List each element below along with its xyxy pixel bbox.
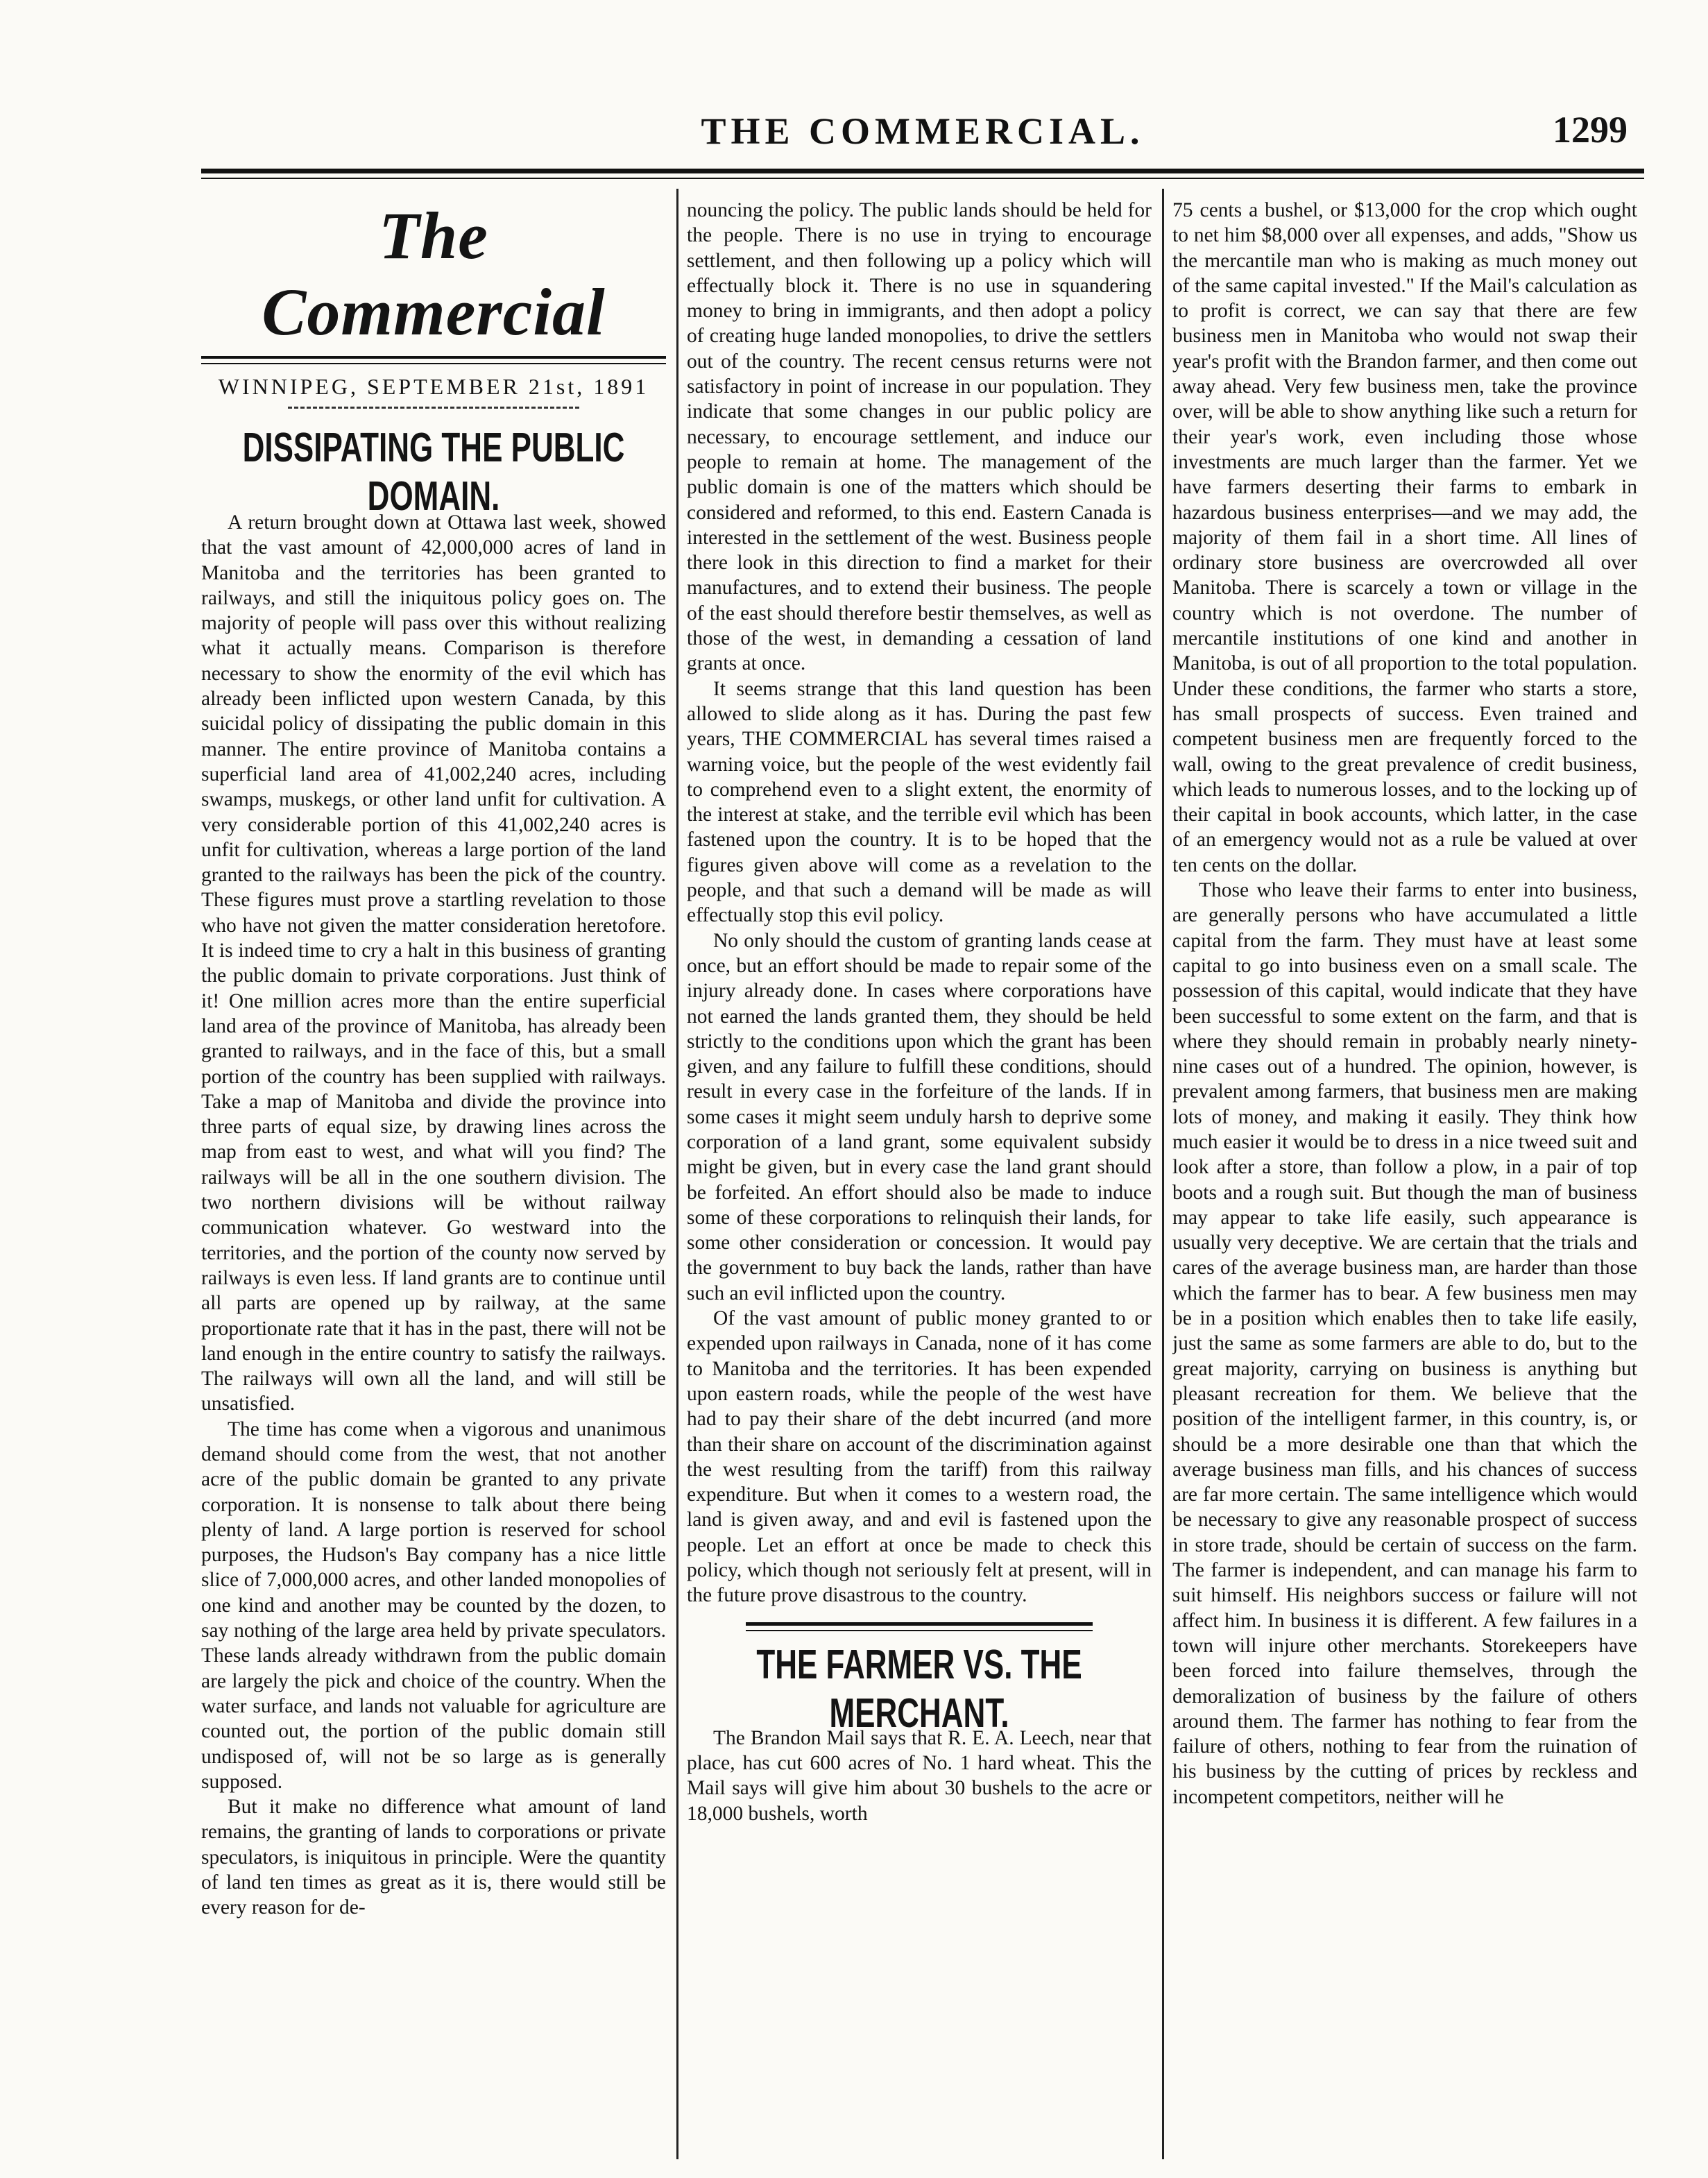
- dateline-rule: [288, 407, 579, 409]
- section-rule-thin: [746, 1630, 1093, 1631]
- masthead-rule: [201, 356, 666, 359]
- article-headline: DISSIPATING THE PUBLIC DOMAIN.: [242, 425, 625, 520]
- article-paragraph: 75 cents a bushel, or $13,000 for the crop which ought to net him $8,000 over all expenses, and adds, "Show us the mercantile man who is making as much money out of the same capital invested." If the Mail's calculation as to profit is correct, we can say that there are few business men in Manitoba who would not swap their year's profit with the Brandon farmer, and then come out away ahead. Very few business men, take the province over, will be able to show anything like such a return for their year's work, even including those whose investments are much larger than the farmer. Yet we have farmers deserting their farms to embark in hazardous business enterprises—and we may add, the majority of them fail in a short time. All lines of ordinary store business are overcrowded all over Manitoba. There is scarcely a town or village in the country which is not overdone. The number of mercantile institutions of one kind and another in Manitoba, is out of all proportion to the total population. Under these conditions, the farmer who starts a store, has small prospects of success. Even trained and competent business men are frequently forced to the wall, owing to the great prevalence of credit business, which leads to numerous losses, and to the locking up of their capital in book accounts, which latter, in the case of an emergency would not as a rule be valued at over ten cents on the dollar.: [1172, 199, 1637, 876]
- article-paragraph: The time has come when a vigorous and unanimous demand should come from the west, that not another acre of the public domain be granted to any private corporation. It is nonsense to talk about there being plenty of land. A large portion is reserved for school purposes, the Hudson's Bay company has a nice little slice of 7,000,000 acres, and other landed monopolies of one kind and another may be counted by the dozen, to say nothing of the large area held by private speculators. These lands already withdrawn from the public domain are largely the pick and choice of the country. When the water surface, and lands not valuable for agriculture are counted out, the portion of the public domain still undisposed of, will not be so large as is generally supposed.: [201, 1418, 666, 1793]
- column-3: [1172, 198, 1637, 2161]
- column-rule: [1162, 189, 1164, 2159]
- article-body: [1172, 198, 1637, 1810]
- running-head-title: THE COMMERCIAL.: [701, 110, 1145, 152]
- column-2: [687, 198, 1152, 2161]
- header-rule-thin: [201, 178, 1644, 179]
- masthead-title: The Commercial: [262, 198, 606, 349]
- article-paragraph: Of the vast amount of public money granted to or expended upon railways in Canada, none of it has come to Manitoba and the territories. It has been expended upon eastern roads, while the people of the west have had to pay their share of the debt incurred (and more than their share on account of the discrimination against the west resulting from the tariff) from this railway expenditure. But when it comes to a western road, the land is given away, and and evil is fastened upon the people. Let an effort at once be made to check this policy, which though not seriously felt at present, will in the future prove disastrous to the country.: [687, 1307, 1152, 1607]
- article-paragraph: But it make no difference what amount of land remains, the granting of lands to corporations or private speculators, is iniquitous in principle. Were the quantity of land ten times as great as it is, there would still be every reason for de-: [201, 1796, 666, 1919]
- article-paragraph: It seems strange that this land question has been allowed to slide along as it has. During the past few years, THE COMMERCIAL has several times raised a warning voice, but the people of the west evidently fail to comprehend even to a slight extent, the enormity of the interest at stake, and the terrible evil which has been fastened upon the country. It is to be hoped that the figures given above will come as a revelation to the people, and that such a demand will be made as will effectually stop this evil policy.: [687, 677, 1152, 927]
- column-1: [201, 198, 666, 2161]
- column-rule: [676, 189, 678, 2159]
- masthead-rule-thin: [201, 363, 666, 364]
- article-headline: THE FARMER VS. THE MERCHANT.: [756, 1641, 1082, 1737]
- article-paragraph: nouncing the policy. The public lands should be held for the people. There is no use in trying to encourage settlement, and then following up a policy which will effectually block it. There is no use in squandering money to bring in immigrants, and then adopt a policy of creating huge landed monopolies, to drive the settlers out of the country. The recent census returns were not satisfactory in point of increase in our population. They indicate that some changes in our public policy are necessary, to encourage settlement, and induce our people to remain at home. The management of the public domain is one of the matters which should be considered and reformed, to this end. Eastern Canada is interested in the settlement of the west. Business people there look in this direction to find a market for their manufactures, and to extend their business. The people of the east should therefore bestir themselves, as well as those of the west, in demanding a cessation of land grants at once.: [687, 199, 1152, 675]
- page-number: 1299: [1553, 109, 1628, 151]
- article-body: [201, 510, 666, 1921]
- section-rule: [746, 1622, 1093, 1626]
- running-head: [201, 104, 1644, 167]
- article-paragraph: No only should the custom of granting lands cease at once, but an effort should be made to repair some of the injury already done. In cases where corporations have not earned the lands granted them, they should be held strictly to the conditions upon which the grant has been given, and any failure to fulfill these conditions, should result in every case in the forfeiture of the lands. If in some cases it might seem unduly harsh to deprive some corporation of a land grant, some equivalent subsidy might be given, but in every case the land grant should be forfeited. An effort should also be made to induce some of these corporations to relinquish their lands, for some other consideration or concession. It would pay the government to buy back the lands, rather than have such an evil inflicted upon the country.: [687, 929, 1152, 1304]
- article-body: [687, 198, 1152, 1608]
- article-paragraph: The Brandon Mail says that R. E. A. Leech, near that place, has cut 600 acres of No. 1 hard wheat. This the Mail says will give him about 30 bushels to the acre or 18,000 bushels, worth: [687, 1726, 1152, 1825]
- header-rule: [201, 169, 1644, 173]
- article-paragraph: Those who leave their farms to enter into business, are generally persons who have accumulated a little capital from the farm. They must have at least some capital to go into business even on a small scale. The possession of this capital, would indicate that they have been successful to some extent on the farm, and that is where they should remain in probably nearly ninety-nine cases out of a hundred. The opinion, however, is prevalent among farmers, that business men are making lots of money, and making it easily. They think how much easier it would be to dress in a nice tweed suit and look after a store, than follow a plow, in a pair of top boots and a rough suit. But though the man of business may appear to take life easily, such appearance is usually very deceptive. We are certain that the trials and cares of the average business man, are harder than those which the farmer has to bear. A few business men may be in a position which enables then to take life easily, just the same as some farmers are able to do, but to the great majority, carrying on business is anything but pleasant recreation for them. We believe that the position of the intelligent farmer, in this country, is, or should be a more desirable one than that which the average business man fills, and his chances of success are far more certain. The same intelligence which would be necessary to give any reasonable prospect of success in store trade, should be certain of success on the farm. The farmer is independent, and can manage his farm to suit himself. His neighbors success or failure will not affect him. In business it is different. A few failures in a town will injure other merchants. Storekeepers have been forced into failure themselves, through the demoralization of business by the failure of others around them. The farmer has nothing to fear from the failure of others, nothing to fear from the ruination of his business by the cutting of prices by reckless and incompetent competitors, neither will he: [1172, 879, 1637, 1808]
- article-paragraph: A return brought down at Ottawa last week, showed that the vast amount of 42,000,000 acres of land in Manitoba and the territories has been granted to railways, and still the iniquitous policy goes on. The majority of people will pass over this without realizing what it actually means. Comparison is therefore necessary to show the enormity of the evil which has already been inflicted upon western Canada, by this suicidal policy of dissipating the public domain in this manner. The entire province of Manitoba contains a superficial land area of 41,002,240 acres, including swamps, muskegs, or other land unfit for cultivation. A very considerable portion of this 41,002,240 acres is unfit for cultivation, whereas a large portion of the land granted to the railways has been the pick of the country. These figures must prove a startling revelation to those who have not given the matter consideration heretofore. It is indeed time to cry a halt in this business of granting the public domain to private corporations. Just think of it! One million acres more than the entire superficial land area of the province of Manitoba, has already been granted to railways, and in the face of this, but a small portion of the country has been supplied with railways. Take a map of Manitoba and divide the province into three parts of equal size, by drawing lines across the map from east to west, and what will you find? The railways will be all in the one southern division. The two northern divisions will be without railway communication whatever. Go westward into the territories, and the portion of the county now served by railways is even less. If land grants are to continue until all parts are opened up by railway, at the same proportionate rate that it has in the past, there will not be land enough in the entire country to satisfy the railways. The railways will own all the land, and will still be unsatisfied.: [201, 511, 666, 1415]
- dateline: WINNIPEG, SEPTEMBER 21st, 1891: [218, 374, 649, 399]
- article-body: [687, 1726, 1152, 1826]
